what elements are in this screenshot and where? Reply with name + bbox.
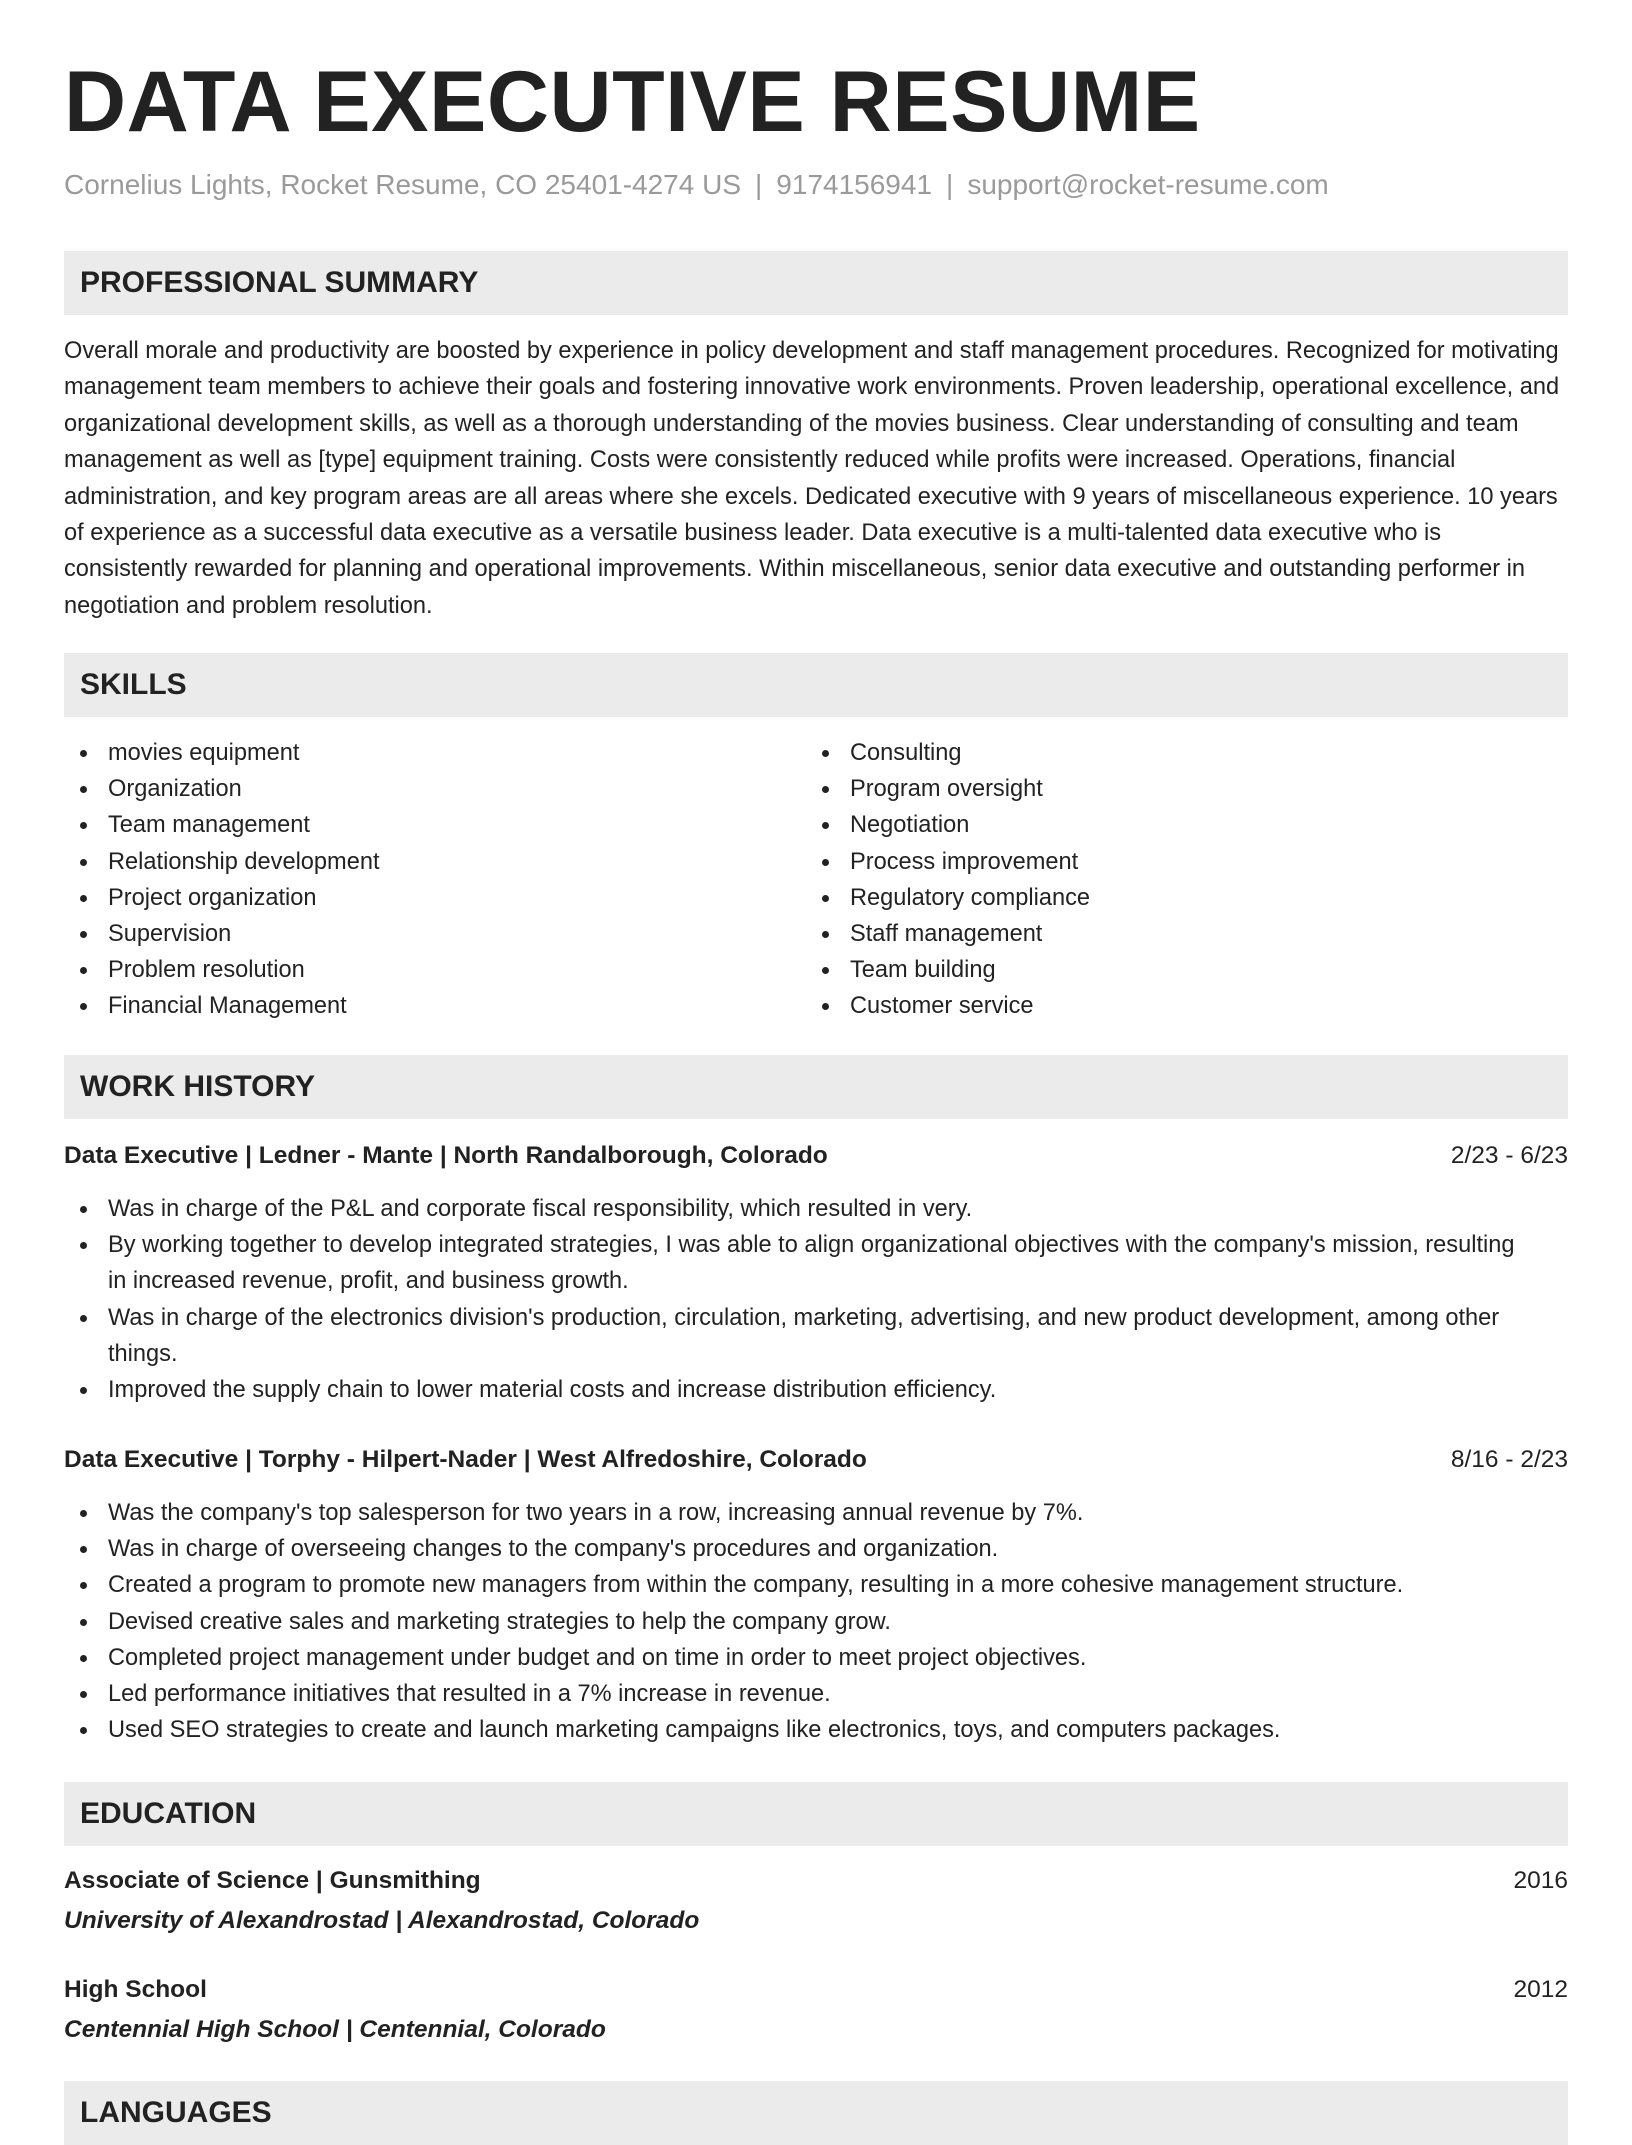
contact-email: support@rocket-resume.com [967, 169, 1329, 200]
section-title-work-history: WORK HISTORY [80, 1070, 316, 1103]
job-bullet: Led performance initiatives that resulted in a 7% increase in revenue. [64, 1676, 1568, 1712]
skill-item: Negotiation [806, 807, 1506, 843]
job-heading [64, 1136, 1568, 1176]
skill-item: Financial Management [64, 988, 764, 1024]
job-bullet: Was in charge of overseeing changes to the company's procedures and organization. [64, 1531, 1568, 1567]
skill-item: Supervision [64, 916, 764, 952]
job-bullet: By working together to develop integrated strategies, I was able to align organizational objectives with the company's mission, resulting in increased revenue, profit, and business growth. [64, 1227, 1568, 1299]
job-bullet: Improved the supply chain to lower material costs and increase distribution efficiency. [64, 1372, 1568, 1408]
section-header-summary [64, 251, 1568, 315]
skill-item: Project organization [64, 880, 764, 916]
education-heading [64, 1861, 1568, 1901]
skill-item: Team building [806, 952, 1506, 988]
job-heading [64, 1440, 1568, 1480]
summary-text: Overall morale and productivity are boosted by experience in policy development and staff management procedures. Recognized for motivating management team members to achieve their goals and fostering innovative work environments. Proven leadership, operational excellence, and organizational development skills, as well as a thorough understanding of the movies business. Clear understanding of consulting and team management as well as [type] equipment training. Costs were consistently reduced while profits were increased. Operations, financial administration, and key program areas are all areas where she excels. Dedicated executive with 9 years of miscellaneous experience. 10 years of experience as a successful data executive as a versatile business leader. Data executive is a multi-talented data executive who is consistently rewarded for planning and operational improvements. Within miscellaneous, senior data executive and outstanding performer in negotiation and problem resolution. [64, 338, 1560, 619]
job-bullet: Was in charge of the P&L and corporate fiscal responsibility, which resulted in very. [64, 1191, 1568, 1227]
skills-list-left [64, 735, 764, 1025]
education-heading [64, 1970, 1568, 2010]
contact-address: Cornelius Lights, Rocket Resume, CO 25401-4274 US [64, 169, 742, 200]
education-school: Centennial High School | Centennial, Colorado [64, 2016, 606, 2043]
section-header-skills [64, 653, 1568, 717]
skill-item: Customer service [806, 988, 1506, 1024]
job-title: Data Executive | Torphy - Hilpert-Nader | West Alfredoshire, Colorado [64, 1446, 867, 1473]
contact-separator: | [755, 169, 763, 200]
education-degree: High School [64, 1976, 207, 2003]
job-bullet: Created a program to promote new managers from within the company, resulting in a more cohesive management structure. [64, 1567, 1568, 1603]
section-title-education: EDUCATION [80, 1797, 257, 1830]
skill-item: Process improvement [806, 844, 1506, 880]
section-title-skills: SKILLS [80, 668, 187, 701]
job-bullet: Used SEO strategies to create and launch marketing campaigns like electronics, toys, and computers packages. [64, 1712, 1568, 1748]
skill-item: Relationship development [64, 844, 764, 880]
skill-item: Consulting [806, 735, 1506, 771]
resume-title: DATA EXECUTIVE RESUME [64, 54, 1201, 150]
skill-item: Team management [64, 807, 764, 843]
skill-item: Regulatory compliance [806, 880, 1506, 916]
job-bullet: Completed project management under budget and on time in order to meet project objectives. [64, 1640, 1568, 1676]
job-bullet-list [64, 1191, 1568, 1408]
contact-separator: | [946, 169, 954, 200]
section-header-education [64, 1782, 1568, 1846]
skill-item: Organization [64, 771, 764, 807]
job-dates: 8/16 - 2/23 [1450, 1446, 1568, 1473]
education-degree: Associate of Science | Gunsmithing [64, 1867, 481, 1894]
skill-item: Problem resolution [64, 952, 764, 988]
job-bullet: Was in charge of the electronics division's production, circulation, marketing, advertising, and new product development, among other things. [64, 1300, 1568, 1372]
education-year: 2012 [1513, 1976, 1568, 2003]
job-bullet: Was the company's top salesperson for two years in a row, increasing annual revenue by 7%. [64, 1495, 1568, 1531]
skill-item: movies equipment [64, 735, 764, 771]
job-dates: 2/23 - 6/23 [1450, 1142, 1568, 1169]
contact-line [64, 165, 1329, 205]
job-bullet-list [64, 1495, 1568, 1748]
section-header-work-history [64, 1055, 1568, 1119]
skill-item: Staff management [806, 916, 1506, 952]
section-header-languages [64, 2081, 1568, 2145]
skills-list-right [806, 735, 1506, 1025]
section-title-languages: LANGUAGES [80, 2096, 272, 2129]
job-bullet: Devised creative sales and marketing strategies to help the company grow. [64, 1604, 1568, 1640]
job-title: Data Executive | Ledner - Mante | North Randalborough, Colorado [64, 1142, 828, 1169]
education-school: University of Alexandrostad | Alexandrostad, Colorado [64, 1907, 700, 1934]
section-title-summary: PROFESSIONAL SUMMARY [80, 266, 479, 299]
skill-item: Program oversight [806, 771, 1506, 807]
education-year: 2016 [1513, 1867, 1568, 1894]
contact-phone: 9174156941 [776, 169, 933, 200]
